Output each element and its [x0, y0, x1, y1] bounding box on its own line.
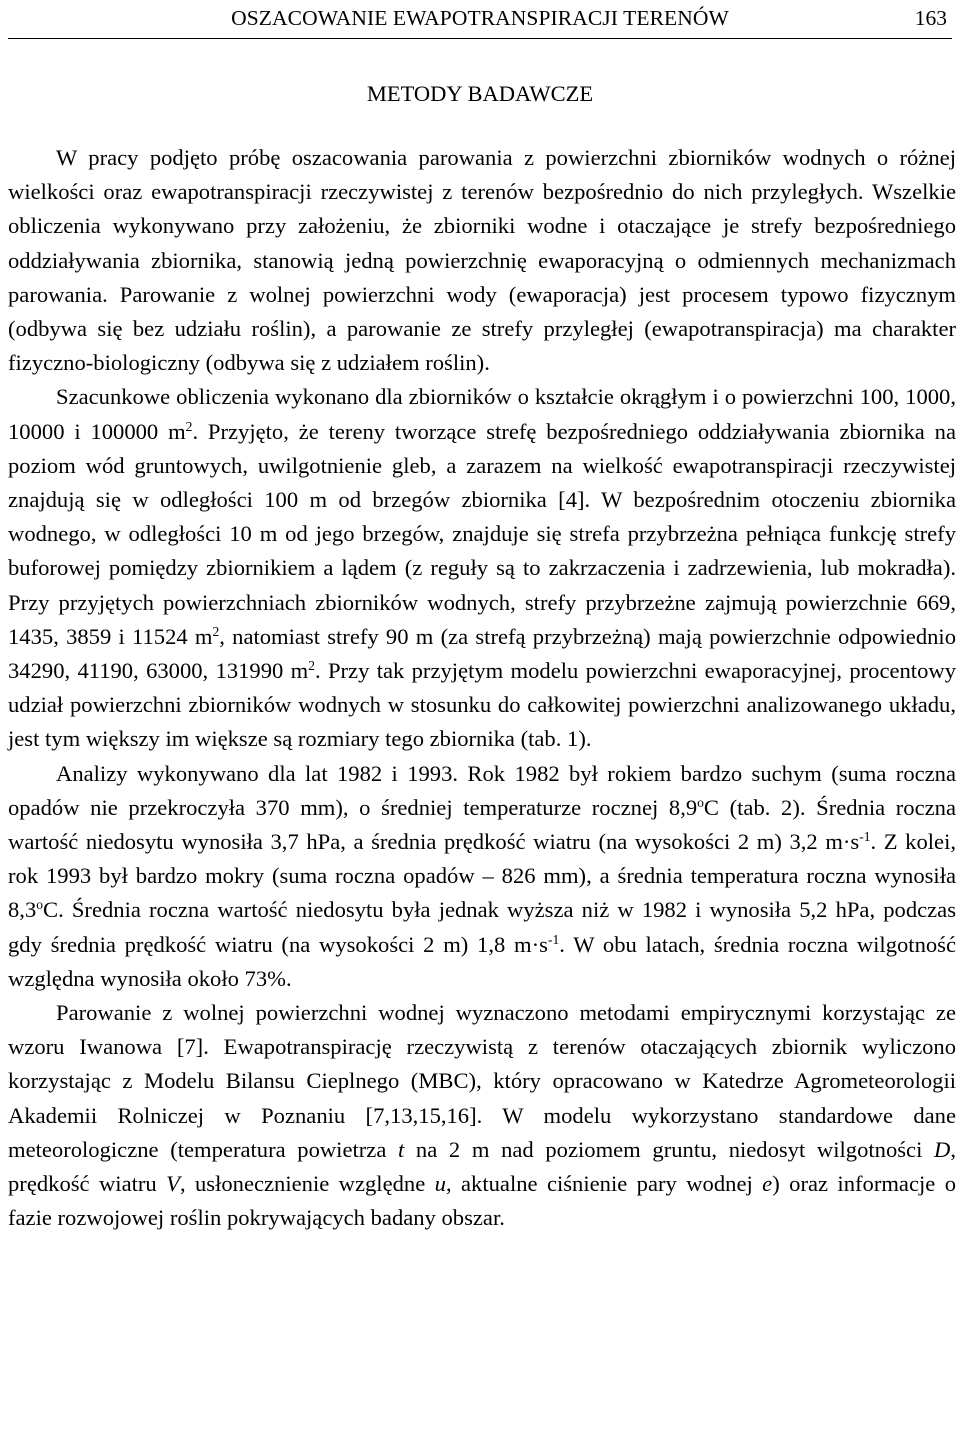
italic-symbol: D: [934, 1136, 951, 1162]
text-run: na 2 m nad poziomem gruntu, niedosyt wilgotności: [404, 1136, 935, 1162]
text-run: C. Średnia roczna wartość niedosytu była jednak wyższa niż w 1982 i wynosiła 5,2 hPa, podczas gdy średnia prędkość wiatru (na wysokości 2 m) 1,8 m·s: [8, 897, 956, 957]
text-run: Parowanie z wolnej powierzchni wodnej wyznaczono metodami empirycznymi korzystając ze wzoru Iwanowa [7]. Ewapotranspirację rzeczywistą z terenów otaczających zbiornik wyliczono korzystając z Modelu Bilansu Cieplnego (MBC), który opracowano w Katedrze Agrometeorologii Akademii Rolniczej w Poznaniu [7,13,15,16]. W modelu wykorzystano standardowe dane meteorologiczne (temperatura powietrza: [8, 1000, 956, 1162]
superscript: 2: [212, 623, 220, 639]
text-run: , natomiast strefy 90 m (za strefą przybrzeżną) mają powierzchnie odpowiednio 34290, 41190, 63000, 131990 m: [8, 623, 956, 684]
text-run: , prędkość wiatru: [8, 1136, 956, 1197]
text-run: Szacunkowe obliczenia wykonano dla zbiorników o kształcie okrągłym i o powierzchni 100, 1000, 10000 i 100000 m: [8, 384, 956, 444]
italic-symbol: t: [398, 1136, 405, 1162]
text-run: ) oraz informacje o fazie rozwojowej roślin pokrywających badany obszar.: [8, 1171, 957, 1231]
text-run: . W obu latach, średnia roczna wilgotność względna wynosiła około 73%.: [8, 931, 956, 991]
paragraph: [8, 380, 956, 756]
body-text: [8, 141, 956, 1236]
text-run: Analizy wykonywano dla lat 1982 i 1993. Rok 1982 był rokiem bardzo suchym (suma roczna opadów nie przekroczyła 370 mm), o średniej temperaturze rocznej 8,9: [8, 760, 956, 820]
paragraph: [8, 996, 956, 1235]
text-run: . Przyjęto, że tereny tworzące strefę bezpośredniego oddziaływania zbiornika na poziom wód gruntowych, uwilgotnienie gleb, a zarazem na wielkość ewapotranspiracji rzeczywistej znajdują się w odległości 100 m od brzegów zbiornika [4]. W bezpośrednim otoczeniu zbiornika wodnego, w odległości 10 m od jego brzegów, znajduje się strefa przybrzeżna pełniąca funkcję strefy buforowej pomiędzy zbiornikiem a lądem (z reguły są to zakrzaczenia i zadrzewienia, lub mokradła). Przy przyjętych powierzchniach zbiorników wodnych, strefy przybrzeżne zajmują powierzchnie 669, 1435, 3859 i 11524 m: [8, 418, 956, 649]
superscript: -1: [547, 931, 560, 947]
italic-symbol: e: [762, 1171, 773, 1197]
paragraph: [8, 141, 956, 380]
text-run: C (tab. 2). Średnia roczna wartość niedosytu wynosiła 3,7 hPa, a średnia prędkość wiatru (na wysokości 2 m) 3,2 m·s: [8, 794, 956, 855]
page-number: 163: [914, 6, 947, 30]
text-run: W pracy podjęto próbę oszacowania parowania z powierzchni zbiorników wodnych o różnej wielkości oraz ewapotranspiracji rzeczywistej z terenów bezpośrednio do nich przyległych. Wszelkie obliczenia wykonywano przy założeniu, że zbiorniki wodne i otaczające je strefy bezpośredniego oddziaływania zbiornika, stanowią jedną powierzchnię ewaporacyjną o odmiennych mechanizmach parowania. Parowanie z wolnej powierzchni wody (ewaporacja) jest procesem typowo fizycznym (odbywa się bez udziału roślin), a parowanie ze strefy przyległej (ewapotranspiracja) ma charakter fizyczno-biologiczny (odbywa się z udziałem roślin).: [8, 145, 956, 376]
superscript: -1: [859, 828, 871, 844]
running-header: [8, 0, 952, 39]
text-run: . Przy tak przyjętym modelu powierzchni ewaporacyjnej, procentowy udział powierzchni zbiorników wodnych w stosunku do całkowitej powierzchni analizowanego układu, jest tym większy im większe są rozmiary tego zbiornika (tab. 1).: [8, 658, 956, 752]
running-title: OSZACOWANIE EWAPOTRANSPIRACJI TERENÓW: [231, 6, 729, 30]
superscript: 2: [308, 657, 315, 673]
italic-symbol: V: [166, 1171, 180, 1197]
text-run: , usłonecznienie względne: [179, 1171, 435, 1197]
superscript: o: [36, 897, 44, 913]
paragraph: [8, 757, 956, 996]
superscript: 2: [185, 418, 193, 434]
text-run: , aktualne ciśnienie pary wodnej: [445, 1171, 763, 1197]
section-heading: METODY BADAWCZE: [366, 81, 594, 106]
superscript: o: [697, 794, 704, 810]
italic-symbol: u: [434, 1171, 446, 1197]
text-run: . Z kolei, rok 1993 był bardzo mokry (suma roczna opadów – 826 mm), a średnia temperatura roczna wynosiła 8,3: [8, 829, 956, 923]
